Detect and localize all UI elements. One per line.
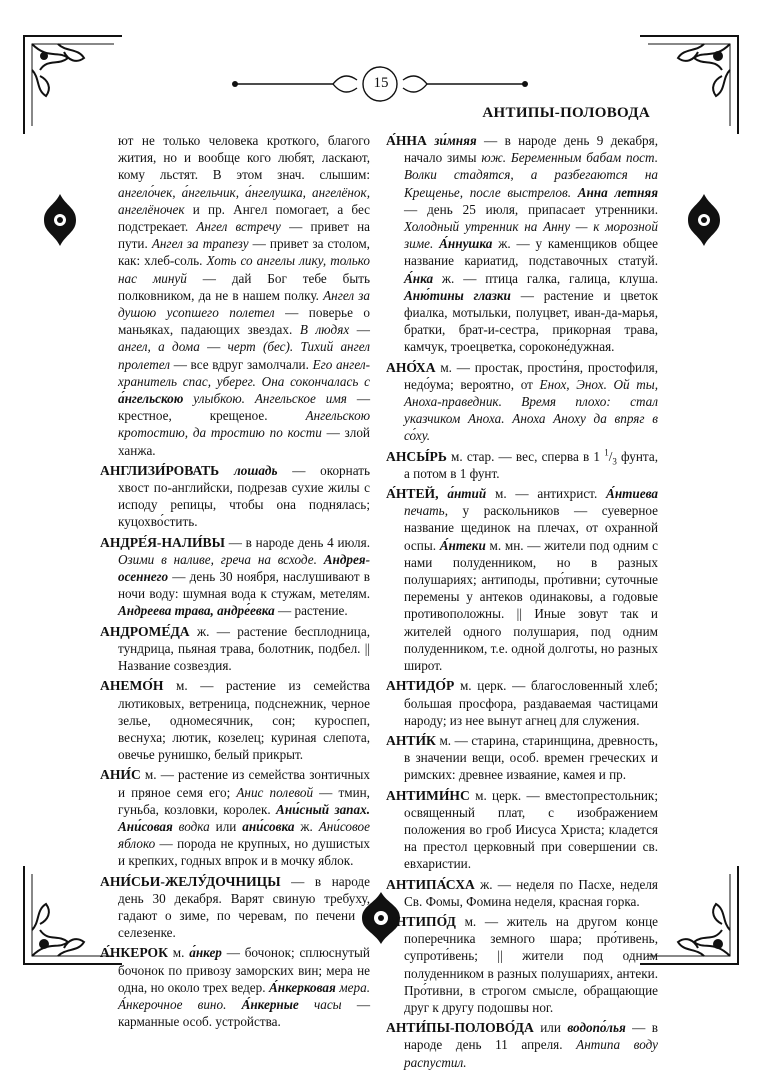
entry-text: — день 30 ноября, наслушивают в ночи воду: шумная вода к стужам, метелям. <box>118 569 370 602</box>
headword: АНДРОМЕ́ДА <box>100 623 190 639</box>
headword: АНГЛИЗИ́РОВАТЬ <box>100 462 234 478</box>
entry-text: ж. — растение бесплодница, тундрица, пьяная трава, болотник, подбел. || Название созвездия. <box>118 623 370 674</box>
entry-text: м. стар. — вес, сперва в 1 <box>446 448 605 464</box>
entry-text: Холодный утренник на Анну — к морозной зиме. <box>404 219 658 252</box>
headword: АНСЫ́РЬ <box>386 448 447 464</box>
entry-text: м. церк. — благословенный хлеб; большая просфора, раздаваемая частицами народу; из нее вынут агнец для служения. <box>404 678 658 728</box>
entry-text: Андреева трава, андре́евка <box>118 603 275 619</box>
dictionary-entry <box>386 787 658 873</box>
page-number: 15 <box>373 75 389 91</box>
entry-text: м. мн. — жители под одним с нами полуденником, но в разных полушариях; антиподы, про́тивни; суточные перемены у антеков одинаковы, а годовые противоположны. || Иные зовут так и жителей одного полушария, под одним полуденником, т.е. одной долготы, но разных широт. <box>404 537 658 674</box>
entry-text: — <box>199 339 228 355</box>
entry-text: — <box>349 322 370 338</box>
entry-text: или <box>209 818 243 834</box>
entry-text: ж. — у каменщиков общее название кариатид, подставочных статуй. <box>404 236 658 269</box>
entry-text: ани́совка <box>242 818 295 834</box>
headword: АНТИПО́Д <box>386 913 456 929</box>
side-ornament-left <box>36 190 84 250</box>
headword: А́НТЕЙ, <box>386 486 448 502</box>
entry-text: м. — растение из семейства лютиковых, ветреница, подснежник, черное зелье, одномесячник, сон; куроспеп, веснуха; лютик, козелец; куриная слепота, овечье рунишко, белый прикрыт. <box>118 678 370 763</box>
entry-text: Ани́сный запах. Ани́совая <box>118 801 370 834</box>
entry-text: а́нкер <box>189 945 222 961</box>
entry-text: м. церк. — вместопрестольник; освященный плат, с изображением положения во гроб Иисуса Христа; кладется на престол церковный при совершении св. евхаристии. <box>404 787 658 872</box>
side-ornament-right <box>680 190 728 250</box>
headword: А́НКЕРОК <box>100 945 168 961</box>
entry-text: а́нгельскою <box>118 391 184 407</box>
headword: АНТИМИ́НС <box>386 787 470 803</box>
entry-text: Его ангел-хранитель спас, уберег. Она сокончалась с <box>118 356 370 389</box>
headword: А́ННА <box>386 133 435 148</box>
entry-text: и пр. Ангел помогает, а бес подстрекает. <box>118 201 370 235</box>
entry-text: Андрея-осеннего <box>118 551 370 585</box>
entry-text: — дай Бог тебе быть полковником, да не в нашем полку. <box>118 270 370 303</box>
entry-text: — порода не крупных, но душистых и крепких, годных впрок и в мочку яблок. <box>118 836 370 869</box>
entry-text: Озими в наливе, греча на всходе. <box>118 551 324 567</box>
corner-ornament-top-left <box>18 30 128 140</box>
entry-text: — бочонок; сплюснутый бочонок по привозу заморских вин; мера не одна, но около трех ведер. <box>118 945 370 995</box>
entry-text: — привет на пути. <box>118 219 370 252</box>
running-head: АНТИПЫ-ПОЛОВОДА <box>482 105 650 121</box>
entry-text: ангело́чек, а́нгельчик, а́нгелушка, ангелёнок, ангелёночек <box>118 184 370 217</box>
dictionary-entry <box>100 462 370 531</box>
entry-text: м. — простак, прости́ня, простофиля, недо́ума; вероятно, от <box>404 359 658 392</box>
entry-text: Ангельскою кротостию, да тростию по кости <box>118 408 370 441</box>
entry-text: Анис полевой <box>236 784 314 800</box>
dictionary-entry <box>386 485 658 674</box>
entry-text: 1 <box>604 447 609 458</box>
entry-text: — поверье о маньяках, падающих звездах. <box>118 305 370 338</box>
entry-text: печать <box>404 503 445 519</box>
entry-text: — карманные особ. устройства. <box>118 996 371 1030</box>
entry-text: А́нкерковая <box>268 979 336 995</box>
headword: АНТИДО́Р <box>386 678 455 694</box>
entry-text: ж. — неделя по Пасхе, неделя Св. Фомы, Фомина неделя, красная горка. <box>404 876 658 909</box>
entry-text: черт (бес). Тихий ангел пролетел <box>118 339 371 372</box>
entry-text: — тмин, гуньба, козловки, королек. <box>118 784 370 817</box>
entry-text: А́нкерные <box>241 996 299 1012</box>
dictionary-entry <box>100 623 370 675</box>
entry-text: Анна летняя <box>577 184 658 200</box>
dictionary-entry <box>386 132 658 356</box>
dictionary-entry <box>100 677 370 763</box>
entry-text: м. — растение из семейства зонтичных и пряное семя его; <box>118 767 370 800</box>
entry-text: водопо́лья <box>567 1020 626 1036</box>
entry-text: — в народе день 11 апреля. <box>404 1020 659 1053</box>
dictionary-entry <box>100 766 370 869</box>
entry-text: — в народе день 4 июля. <box>224 534 370 550</box>
dictionary-entry <box>386 913 658 1016</box>
right-column <box>386 132 658 1074</box>
entry-text: — все вдруг замолчали. <box>170 356 313 372</box>
entry-text: Ангел за душою усопшего полетел <box>118 287 370 321</box>
entry-text: улыбкою. Ангельское имя <box>183 391 347 407</box>
entry-text: ж. — птица галка, галица, клуша. <box>433 270 658 286</box>
entry-text: — день 25 июля, припасает утренники. <box>404 201 658 217</box>
headword: АНИ́С <box>100 767 141 783</box>
entry-text: Ани́совое яблоко <box>118 818 370 852</box>
dictionary-entry <box>386 359 658 445</box>
entry-text: — растение и цветок фиалка, мотыльки, полуцвет, иван-да-марья, братки, брат-и-сестра, прикорная трава, камчук, троецветка, сороконе́дужная. <box>404 287 659 355</box>
headword: АНДРЕ́Я-НАЛИ́ВЫ <box>100 534 225 550</box>
entry-text: Ангел за трапезу <box>151 236 249 252</box>
entry-text: 3 <box>612 456 617 467</box>
dictionary-entry <box>386 876 658 910</box>
entry-text: А́нтиева <box>606 486 658 502</box>
entry-text: — привет за столом, как: хлеб-соль. <box>118 236 370 269</box>
dictionary-entry <box>386 448 658 482</box>
entry-text: — окорнать хвост по-английски, подрезав сухие жилы с исподу репицы, чтобы она поднялась; куцохво́стить. <box>118 462 370 530</box>
entry-text: Антипа воду распустил. <box>404 1037 658 1070</box>
entry-text: А́ннушка <box>439 236 493 252</box>
entry-text: ангел, а дома <box>118 339 200 355</box>
entry-text: водка <box>172 818 210 834</box>
headword: АНО́ХА <box>386 359 436 375</box>
entry-text: А́нтеки <box>439 537 486 553</box>
entry-text: Енох, Энох. Ой ты, Аноха-праведник. Время плохо: стал указчиком Аноха. Аноха Аноху да впряг в со́ху. <box>404 376 658 444</box>
dictionary-entry <box>100 132 370 459</box>
entry-text: — растение. <box>274 603 348 619</box>
entry-text: юж. Беременным бабам пост. Волки стадятся, а разбегаются на Крещенье, после выстрелов. <box>404 150 659 200</box>
dictionary-entry <box>100 873 370 942</box>
headword: АНЕМО́Н <box>100 678 164 694</box>
left-column <box>100 132 370 1033</box>
entry-text: вино. <box>182 996 242 1012</box>
corner-ornament-top-right <box>634 30 744 140</box>
entry-text: ют не только человека кроткого, благого жития, но и вообще кого любят, ласкают, кому льстят. В этом знач. слышим: <box>118 133 370 183</box>
entry-text: — в народе день 9 декабря, начало зимы <box>404 133 659 166</box>
entry-text: м. — житель на другом конце поперечника земного шара; про́тивень, супроти́вень; || жители под одним полуденником в разных полушариях, антеки. Про́тивни, в строгом смысле, обращающие друг к другу подошвы ног. <box>404 913 658 1015</box>
entry-text: мера. А́нкерочное <box>118 979 370 1012</box>
entry-text: м. <box>167 945 190 961</box>
dictionary-entry <box>386 677 658 729</box>
entry-text: Ангел встречу <box>196 219 281 235</box>
entry-text: или <box>533 1020 568 1036</box>
headword: АНТИПА́СХА <box>386 876 475 892</box>
entry-text: зи́мняя <box>434 133 477 148</box>
entry-text: , у раскольников — суеверное название щединок на плечах, от охранной оспы. <box>404 503 658 553</box>
entry-text: Аню́тины глазки <box>404 287 511 303</box>
dictionary-entry <box>386 732 658 784</box>
dictionary-entry <box>100 944 370 1030</box>
entry-text: м. — старина, старинщина, древность, в значении вещи, особ. времен греческих и римских: древнее изваяние, камея и пр. <box>404 732 658 783</box>
entry-text: Хоть со ангелы лику, только нас минуй <box>118 253 370 286</box>
entry-text: а́нтий <box>447 486 487 502</box>
entry-text: — злой ханжа. <box>118 425 370 458</box>
entry-text: — в народе день 30 декабря. Варят свиную требуху, гадают о зиме, по черевам, по печени и селезенке. <box>118 873 370 941</box>
headword: АНТИ́К <box>386 732 436 748</box>
entry-text: В людях <box>299 322 350 338</box>
entry-text: лошадь <box>233 462 278 478</box>
entry-text: фунта, а потом в 1 фунт. <box>404 448 658 481</box>
entry-text: / <box>608 448 613 464</box>
headword: АНИ́СЬИ-ЖЕЛУ́ДОЧНИЦЫ <box>100 873 281 889</box>
dictionary-entry <box>100 534 370 620</box>
dictionary-entry <box>386 1019 658 1071</box>
entry-text: ж. <box>294 818 319 834</box>
entry-text: часы <box>298 996 342 1012</box>
headword: АНТИ́ПЫ-ПОЛОВО́ДА <box>386 1020 534 1036</box>
entry-text: м. — антихрист. <box>486 486 607 502</box>
entry-text: А́нка <box>404 270 434 286</box>
entry-text: — крестное, крещеное. <box>118 391 371 424</box>
